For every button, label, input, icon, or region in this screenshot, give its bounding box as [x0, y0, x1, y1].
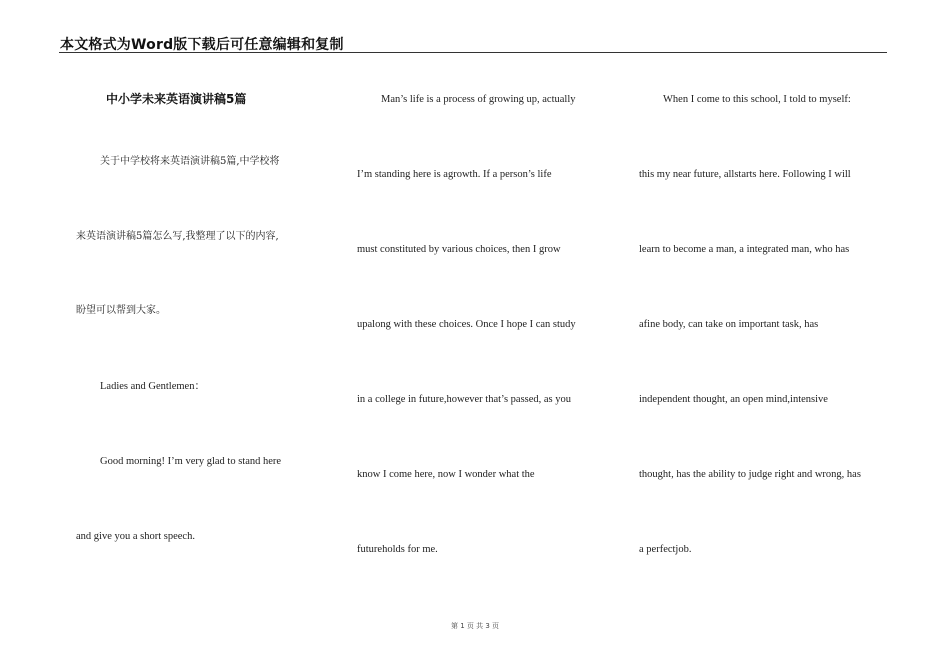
- paragraph-line: Man’s life is a process of growing up, actually: [381, 94, 576, 105]
- paragraph-line: and give you a short speech.: [76, 531, 195, 542]
- document-header-title: 本文格式为Word版下载后可任意编辑和复制: [60, 37, 344, 53]
- paragraph-line: know I come here, now I wonder what the: [357, 469, 535, 480]
- header-divider: [59, 52, 887, 53]
- paragraph-line: in a college in future,however that’s passed, as you: [357, 394, 572, 405]
- paragraph-line: a perfectjob.: [639, 544, 692, 555]
- paragraph-line: When I come to this school, I told to myself:: [663, 94, 851, 105]
- paragraph-line: afine body, can take on important task, has: [639, 319, 819, 330]
- paragraph-line: must constituted by various choices, then I grow: [357, 244, 561, 255]
- paragraph-line: Ladies and Gentlemen：: [100, 381, 205, 392]
- paragraph-line: upalong with these choices. Once I hope I can study: [357, 319, 576, 330]
- paragraph-line: learn to become a man, a integrated man, who has: [639, 244, 850, 255]
- paragraph-line: thought, has the ability to judge right and wrong, has: [639, 469, 861, 480]
- article-title: 中小学未来英语演讲稿5篇: [106, 92, 247, 106]
- text-column-3: [0, 70, 900, 610]
- paragraph-line: Good morning! I’m very glad to stand here: [100, 456, 282, 467]
- paragraph-line: futureholds for me.: [357, 544, 438, 555]
- paragraph-line: I’m standing here is agrowth. If a person’s life: [357, 169, 552, 180]
- paragraph-line: independent thought, an open mind,intensive: [639, 394, 828, 405]
- paragraph-line: 关于中学校将来英语演讲稿5篇,中学校将: [100, 156, 280, 167]
- page-number: 第 1 页 共 3 页: [450, 622, 500, 630]
- paragraph-line: 来英语演讲稿5篇怎么写,我整理了以下的内容,: [76, 231, 279, 242]
- paragraph-line: this my near future, allstarts here. Following I will: [639, 169, 851, 180]
- paragraph-line: 盼望可以帮到大家。: [76, 305, 166, 316]
